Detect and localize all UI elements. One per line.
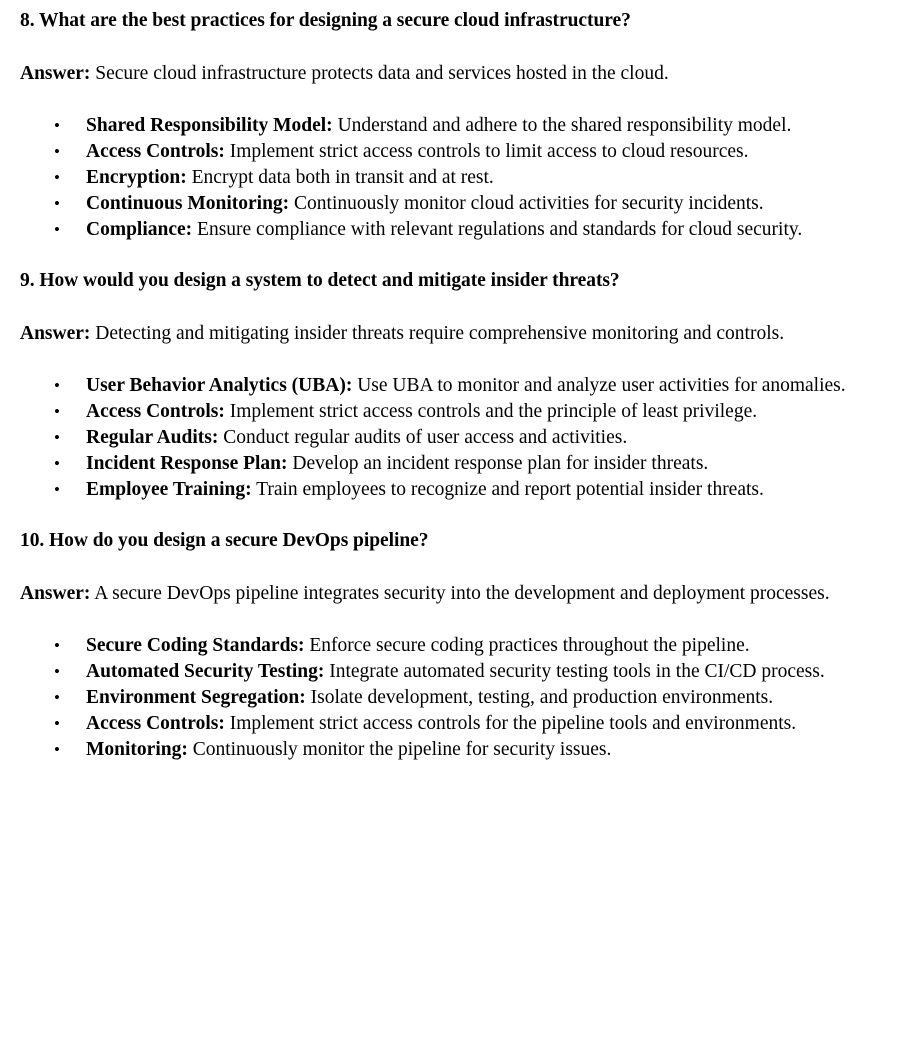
bullet-text: Develop an incident response plan for insider threats. xyxy=(292,453,709,474)
bullet-text: Enforce secure coding practices throughout the pipeline. xyxy=(309,635,750,656)
list-item xyxy=(20,373,870,399)
bullet-term: Environment Segregation: xyxy=(86,687,306,708)
bullet-term: Regular Audits: xyxy=(86,427,219,448)
bullet-term: User Behavior Analytics (UBA): xyxy=(86,375,353,396)
bullet-text: Use UBA to monitor and analyze user activities for anomalies. xyxy=(357,375,846,396)
bullet-text: Implement strict access controls for the pipeline tools and environments. xyxy=(229,713,797,734)
list-item xyxy=(20,659,870,685)
bullet-text: Implement strict access controls to limit access to cloud resources. xyxy=(229,141,749,162)
bullet-term: Compliance: xyxy=(86,219,193,240)
spacer xyxy=(20,34,870,61)
bullet-term: Continuous Monitoring: xyxy=(86,193,290,214)
bullet-text: Integrate automated security testing tools in the CI/CD process. xyxy=(329,661,825,682)
list-item xyxy=(20,711,870,737)
answer-paragraph xyxy=(20,321,870,347)
bullet-icon: • xyxy=(54,662,60,681)
answer-label: Answer: xyxy=(20,63,91,84)
qa-block xyxy=(20,268,870,528)
list-item xyxy=(20,139,870,165)
list-item xyxy=(20,399,870,425)
bullet-text: Train employees to recognize and report potential insider threats. xyxy=(256,479,764,500)
bullet-icon: • xyxy=(54,220,60,239)
bullet-list xyxy=(20,113,870,243)
list-item xyxy=(20,737,870,763)
spacer xyxy=(20,554,870,581)
list-item xyxy=(20,477,870,503)
bullet-icon: • xyxy=(54,402,60,421)
spacer xyxy=(20,87,870,113)
bullet-term: Employee Training: xyxy=(86,479,252,500)
bullet-text: Isolate development, testing, and production environments. xyxy=(310,687,774,708)
bullet-icon: • xyxy=(54,454,60,473)
bullet-text: Continuously monitor the pipeline for security issues. xyxy=(192,739,612,760)
bullet-text: Conduct regular audits of user access and activities. xyxy=(223,427,628,448)
bullet-icon: • xyxy=(54,168,60,187)
bullet-term: Incident Response Plan: xyxy=(86,453,288,474)
bullet-icon: • xyxy=(54,714,60,733)
spacer xyxy=(20,607,870,633)
bullet-text: Ensure compliance with relevant regulations and standards for cloud security. xyxy=(197,219,803,240)
bullet-term: Access Controls: xyxy=(86,713,225,734)
bullet-term: Secure Coding Standards: xyxy=(86,635,305,656)
list-item xyxy=(20,685,870,711)
bullet-term: Access Controls: xyxy=(86,401,225,422)
qa-block xyxy=(20,8,870,268)
answer-paragraph xyxy=(20,581,870,607)
list-item xyxy=(20,217,870,243)
qa-section-list xyxy=(20,8,870,763)
answer-label: Answer: xyxy=(20,323,91,344)
bullet-term: Shared Responsibility Model: xyxy=(86,115,333,136)
spacer xyxy=(20,243,870,268)
bullet-text: Continuously monitor cloud activities for security incidents. xyxy=(294,193,764,214)
answer-paragraph xyxy=(20,61,870,87)
list-item xyxy=(20,165,870,191)
spacer xyxy=(20,347,870,373)
list-item xyxy=(20,425,870,451)
answer-text: Secure cloud infrastructure protects data and services hosted in the cloud. xyxy=(95,63,669,84)
bullet-term: Monitoring: xyxy=(86,739,188,760)
list-item xyxy=(20,451,870,477)
question-heading: 9. How would you design a system to detect and mitigate insider threats? xyxy=(20,270,620,291)
spacer xyxy=(20,503,870,528)
bullet-icon: • xyxy=(54,480,60,499)
bullet-text: Understand and adhere to the shared responsibility model. xyxy=(337,115,792,136)
bullet-icon: • xyxy=(54,688,60,707)
bullet-icon: • xyxy=(54,740,60,759)
bullet-icon: • xyxy=(54,428,60,447)
bullet-list xyxy=(20,373,870,503)
bullet-icon: • xyxy=(54,142,60,161)
answer-text: Detecting and mitigating insider threats require comprehensive monitoring and controls. xyxy=(95,323,785,344)
answer-label: Answer: xyxy=(20,583,91,604)
bullet-term: Access Controls: xyxy=(86,141,225,162)
bullet-text: Implement strict access controls and the principle of least privilege. xyxy=(229,401,758,422)
question-heading: 8. What are the best practices for designing a secure cloud infrastructure? xyxy=(20,10,631,31)
qa-block xyxy=(20,528,870,763)
bullet-text: Encrypt data both in transit and at rest. xyxy=(191,167,494,188)
bullet-icon: • xyxy=(54,116,60,135)
bullet-term: Encryption: xyxy=(86,167,187,188)
list-item xyxy=(20,633,870,659)
bullet-icon: • xyxy=(54,636,60,655)
list-item xyxy=(20,191,870,217)
answer-text: A secure DevOps pipeline integrates security into the development and deployment processes. xyxy=(94,583,830,604)
bullet-icon: • xyxy=(54,194,60,213)
bullet-list xyxy=(20,633,870,763)
question-heading: 10. How do you design a secure DevOps pipeline? xyxy=(20,530,429,551)
bullet-term: Automated Security Testing: xyxy=(86,661,325,682)
spacer xyxy=(20,294,870,321)
bullet-icon: • xyxy=(54,376,60,395)
list-item xyxy=(20,113,870,139)
